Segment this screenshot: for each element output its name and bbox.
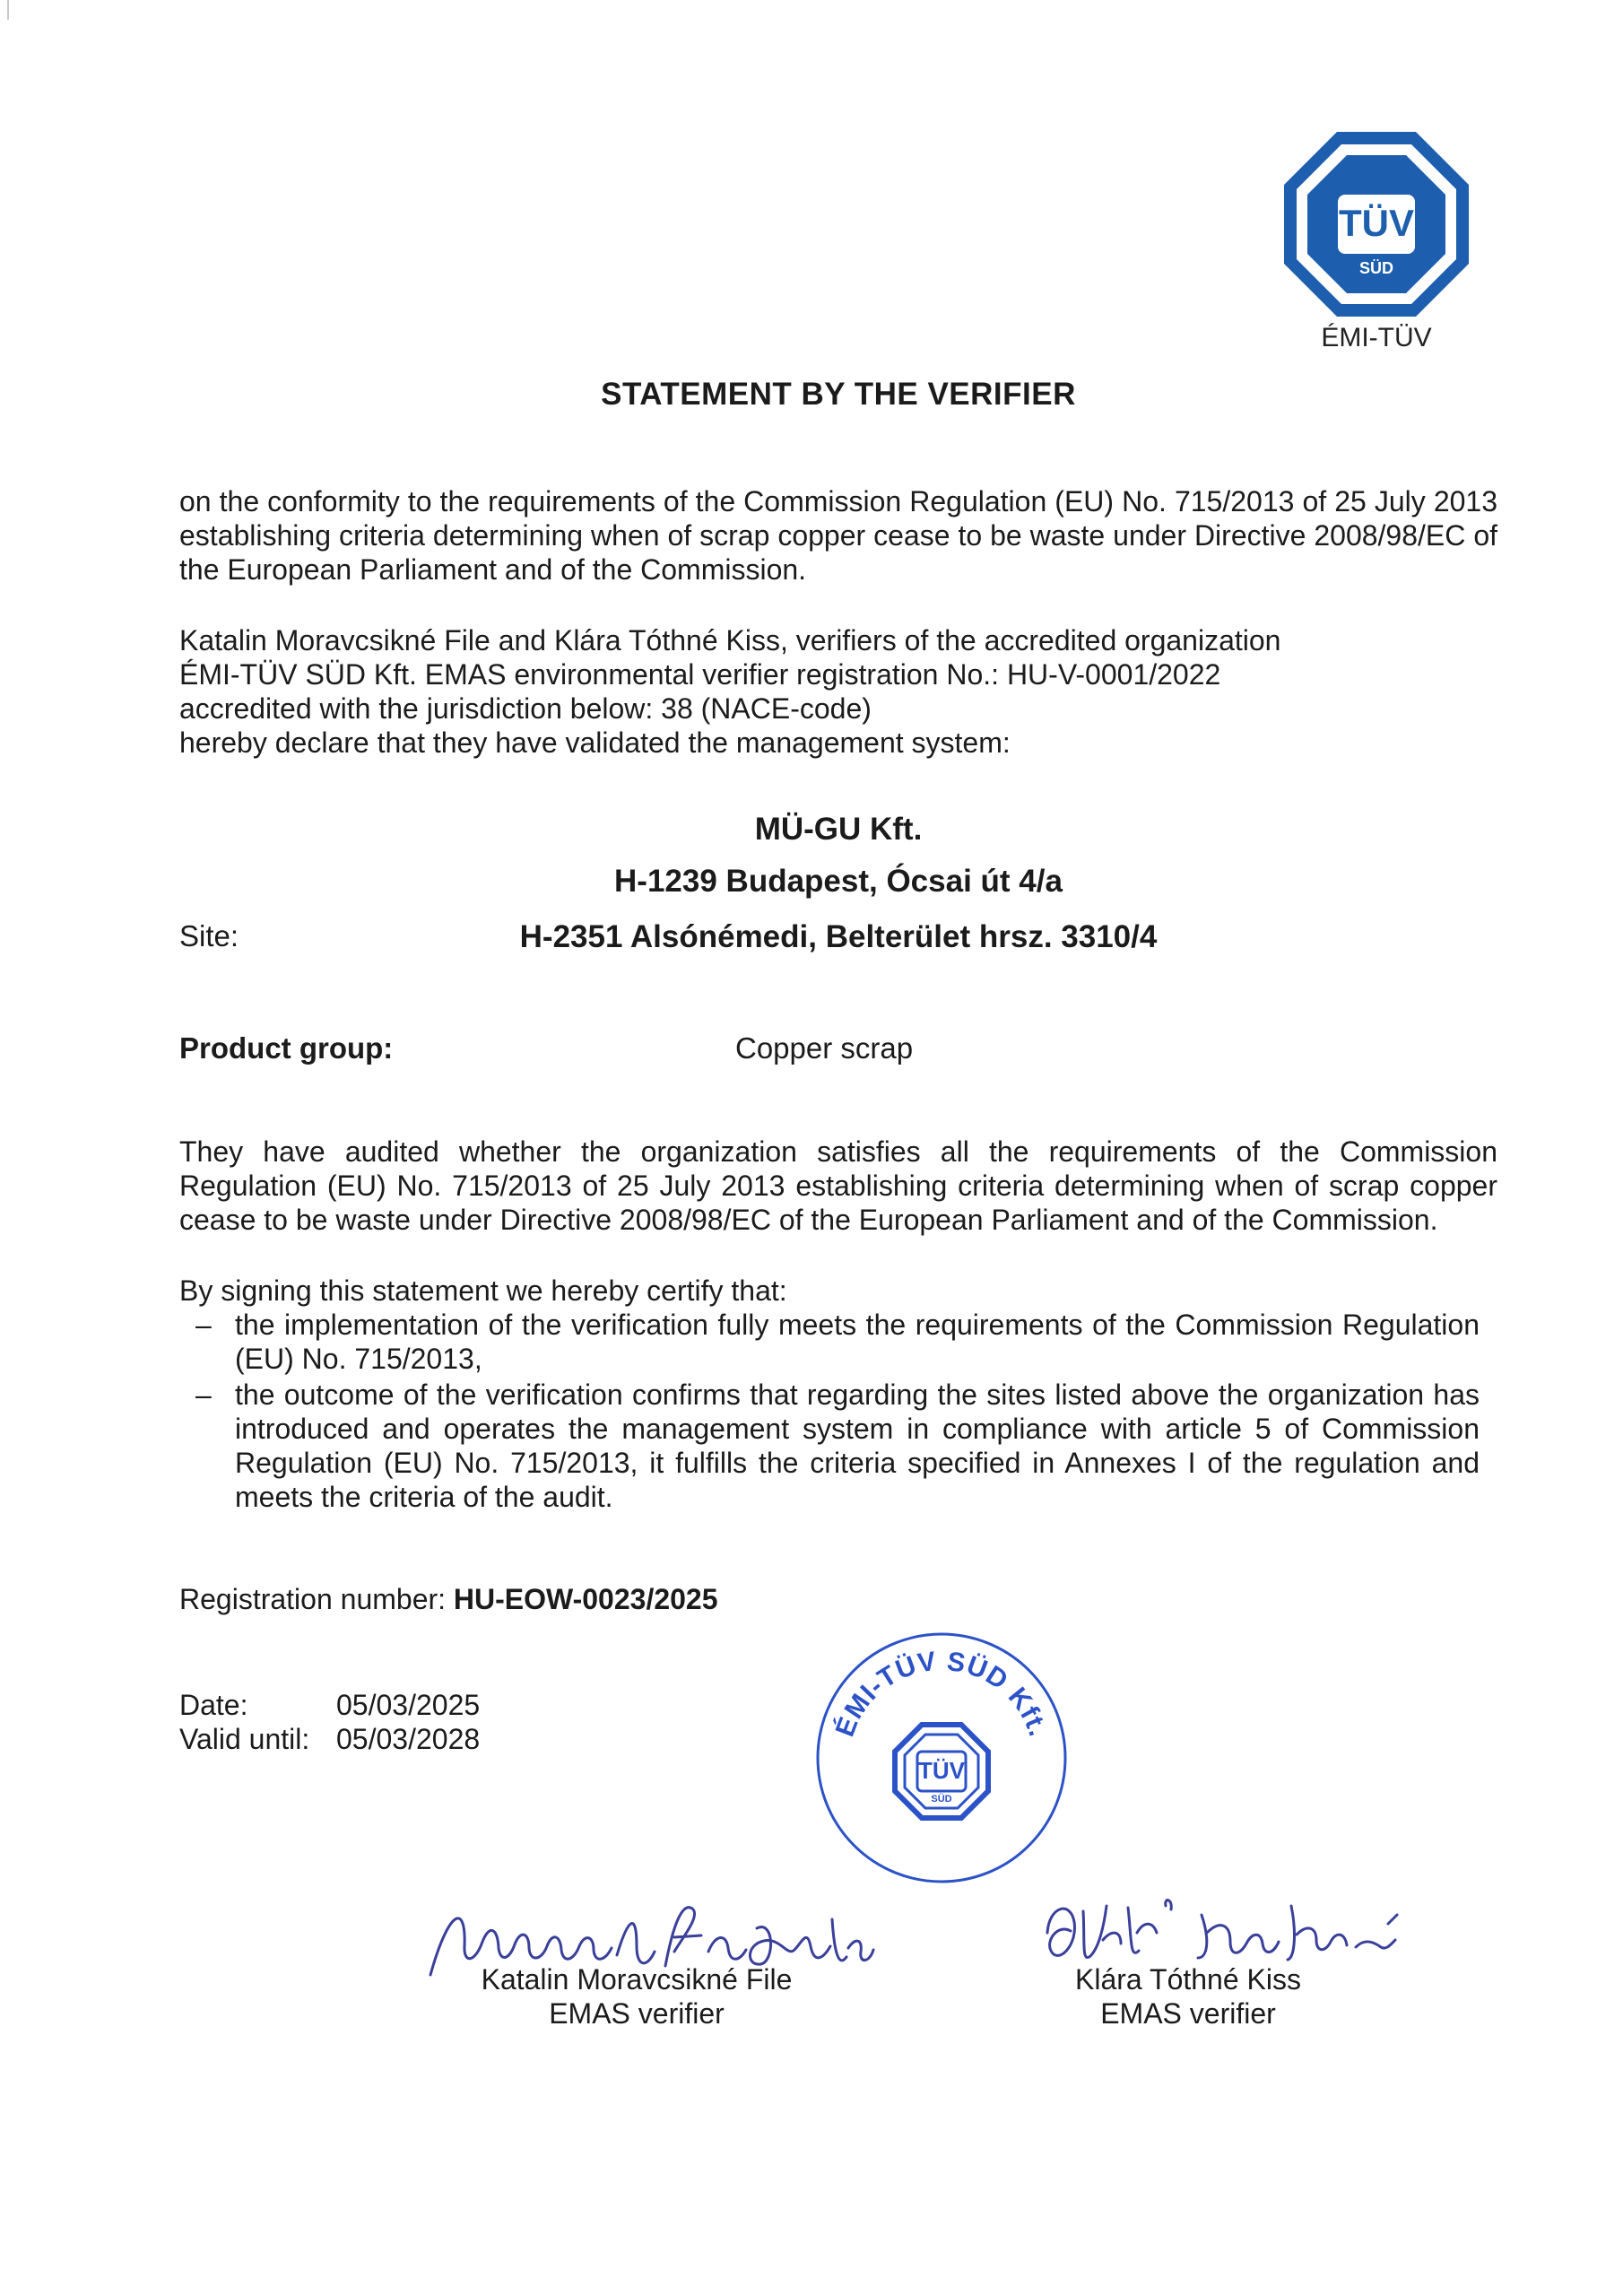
certify-item bbox=[179, 1378, 1480, 1514]
logo-caption: ÉMI-TÜV bbox=[1321, 323, 1432, 352]
certify-item-text: the implementation of the verification fully meets the requirements of the Commission Regulation (EU) No. 715/2013, bbox=[235, 1309, 1480, 1375]
logo-sud-text: SÜD bbox=[1358, 259, 1394, 277]
product-group-label: Product group: bbox=[179, 1031, 394, 1065]
certify-intro: By signing this statement we hereby certify that: bbox=[179, 1274, 787, 1307]
site-address: H-2351 Alsónémedi, Belterület hrsz. 3310/4 bbox=[519, 919, 1158, 954]
date-row bbox=[179, 1688, 480, 1722]
verifiers-paragraph bbox=[179, 623, 1497, 760]
valid-until-row bbox=[179, 1722, 480, 1756]
verifiers-line: accredited with the jurisdiction below: 38 (NACE-code) bbox=[179, 692, 872, 725]
signatory-1 bbox=[430, 1962, 843, 2031]
verifiers-line: Katalin Moravcsikné File and Klára Tóthné Kiss, verifiers of the accredited organization bbox=[179, 624, 1281, 657]
valid-until-label: Valid until: bbox=[179, 1723, 310, 1755]
organization-name: MÜ-GU Kft. bbox=[754, 812, 923, 847]
verifiers-line: ÉMI-TÜV SÜD Kft. EMAS environmental verifier registration No.: HU-V-0001/2022 bbox=[179, 658, 1221, 691]
product-group-value: Copper scrap bbox=[735, 1031, 914, 1065]
date-label: Date: bbox=[179, 1689, 248, 1721]
dates-block bbox=[179, 1688, 480, 1756]
site-label: Site: bbox=[179, 919, 239, 952]
company-stamp bbox=[812, 1628, 1072, 1888]
signatory-name: Klára Tóthné Kiss bbox=[1075, 1963, 1301, 1996]
stamp-sud-text: SÜD bbox=[931, 1794, 952, 1805]
signatory-name: Katalin Moravcsikné File bbox=[481, 1963, 793, 1996]
signatory-role: EMAS verifier bbox=[549, 1997, 725, 2030]
dash-bullet: – bbox=[195, 1378, 212, 1411]
logo-tuv-text: TÜV bbox=[1339, 202, 1414, 244]
signatory-2 bbox=[1004, 1962, 1372, 2031]
date-value: 05/03/2025 bbox=[336, 1689, 481, 1721]
tuv-sud-logo bbox=[1282, 130, 1471, 318]
document-title: STATEMENT BY THE VERIFIER bbox=[601, 377, 1076, 412]
audit-paragraph: They have audited whether the organization satisfies all the requirements of the Commission Regulation (EU) No. 715/2013 of 25 July 2013 establishing criteria determining when of scrap copper cease to be waste under Directive 2008/98/EC of the European Parliament and of the Commission. bbox=[179, 1135, 1497, 1236]
registration-number bbox=[179, 1583, 718, 1616]
registration-value: HU-EOW-0023/2025 bbox=[453, 1583, 718, 1615]
certify-item-text: the outcome of the verification confirms that regarding the sites listed above the organization has introduced and operates the management system in compliance with article 5 of Commission Regulation (EU) No. 715/2013, it fulfills the criteria specified in Annexes I of the regulation and meets the criteria of the audit. bbox=[235, 1378, 1480, 1513]
stamp-ring-text: ÉMI-TÜV SÜD Kft. bbox=[829, 1646, 1054, 1741]
valid-until-value: 05/03/2028 bbox=[336, 1723, 481, 1755]
scan-edge-mark bbox=[7, 0, 9, 20]
certify-item bbox=[179, 1308, 1480, 1376]
organization-address: H-1239 Budapest, Ócsai út 4/a bbox=[614, 864, 1063, 899]
intro-paragraph: on the conformity to the requirements of the Commission Regulation (EU) No. 715/2013 of 25 July 2013 establishing criteria determining when of scrap copper cease to be waste under Directive 2008/98/EC of the European Parliament and of the Commission. bbox=[179, 485, 1497, 586]
stamp-tuv-text: TÜV bbox=[918, 1757, 965, 1784]
signatory-role: EMAS verifier bbox=[1100, 1997, 1276, 2030]
verifiers-line: hereby declare that they have validated the management system: bbox=[179, 726, 1011, 759]
certify-list bbox=[179, 1308, 1480, 1514]
registration-label: Registration number: bbox=[179, 1583, 447, 1615]
dash-bullet: – bbox=[195, 1309, 212, 1341]
